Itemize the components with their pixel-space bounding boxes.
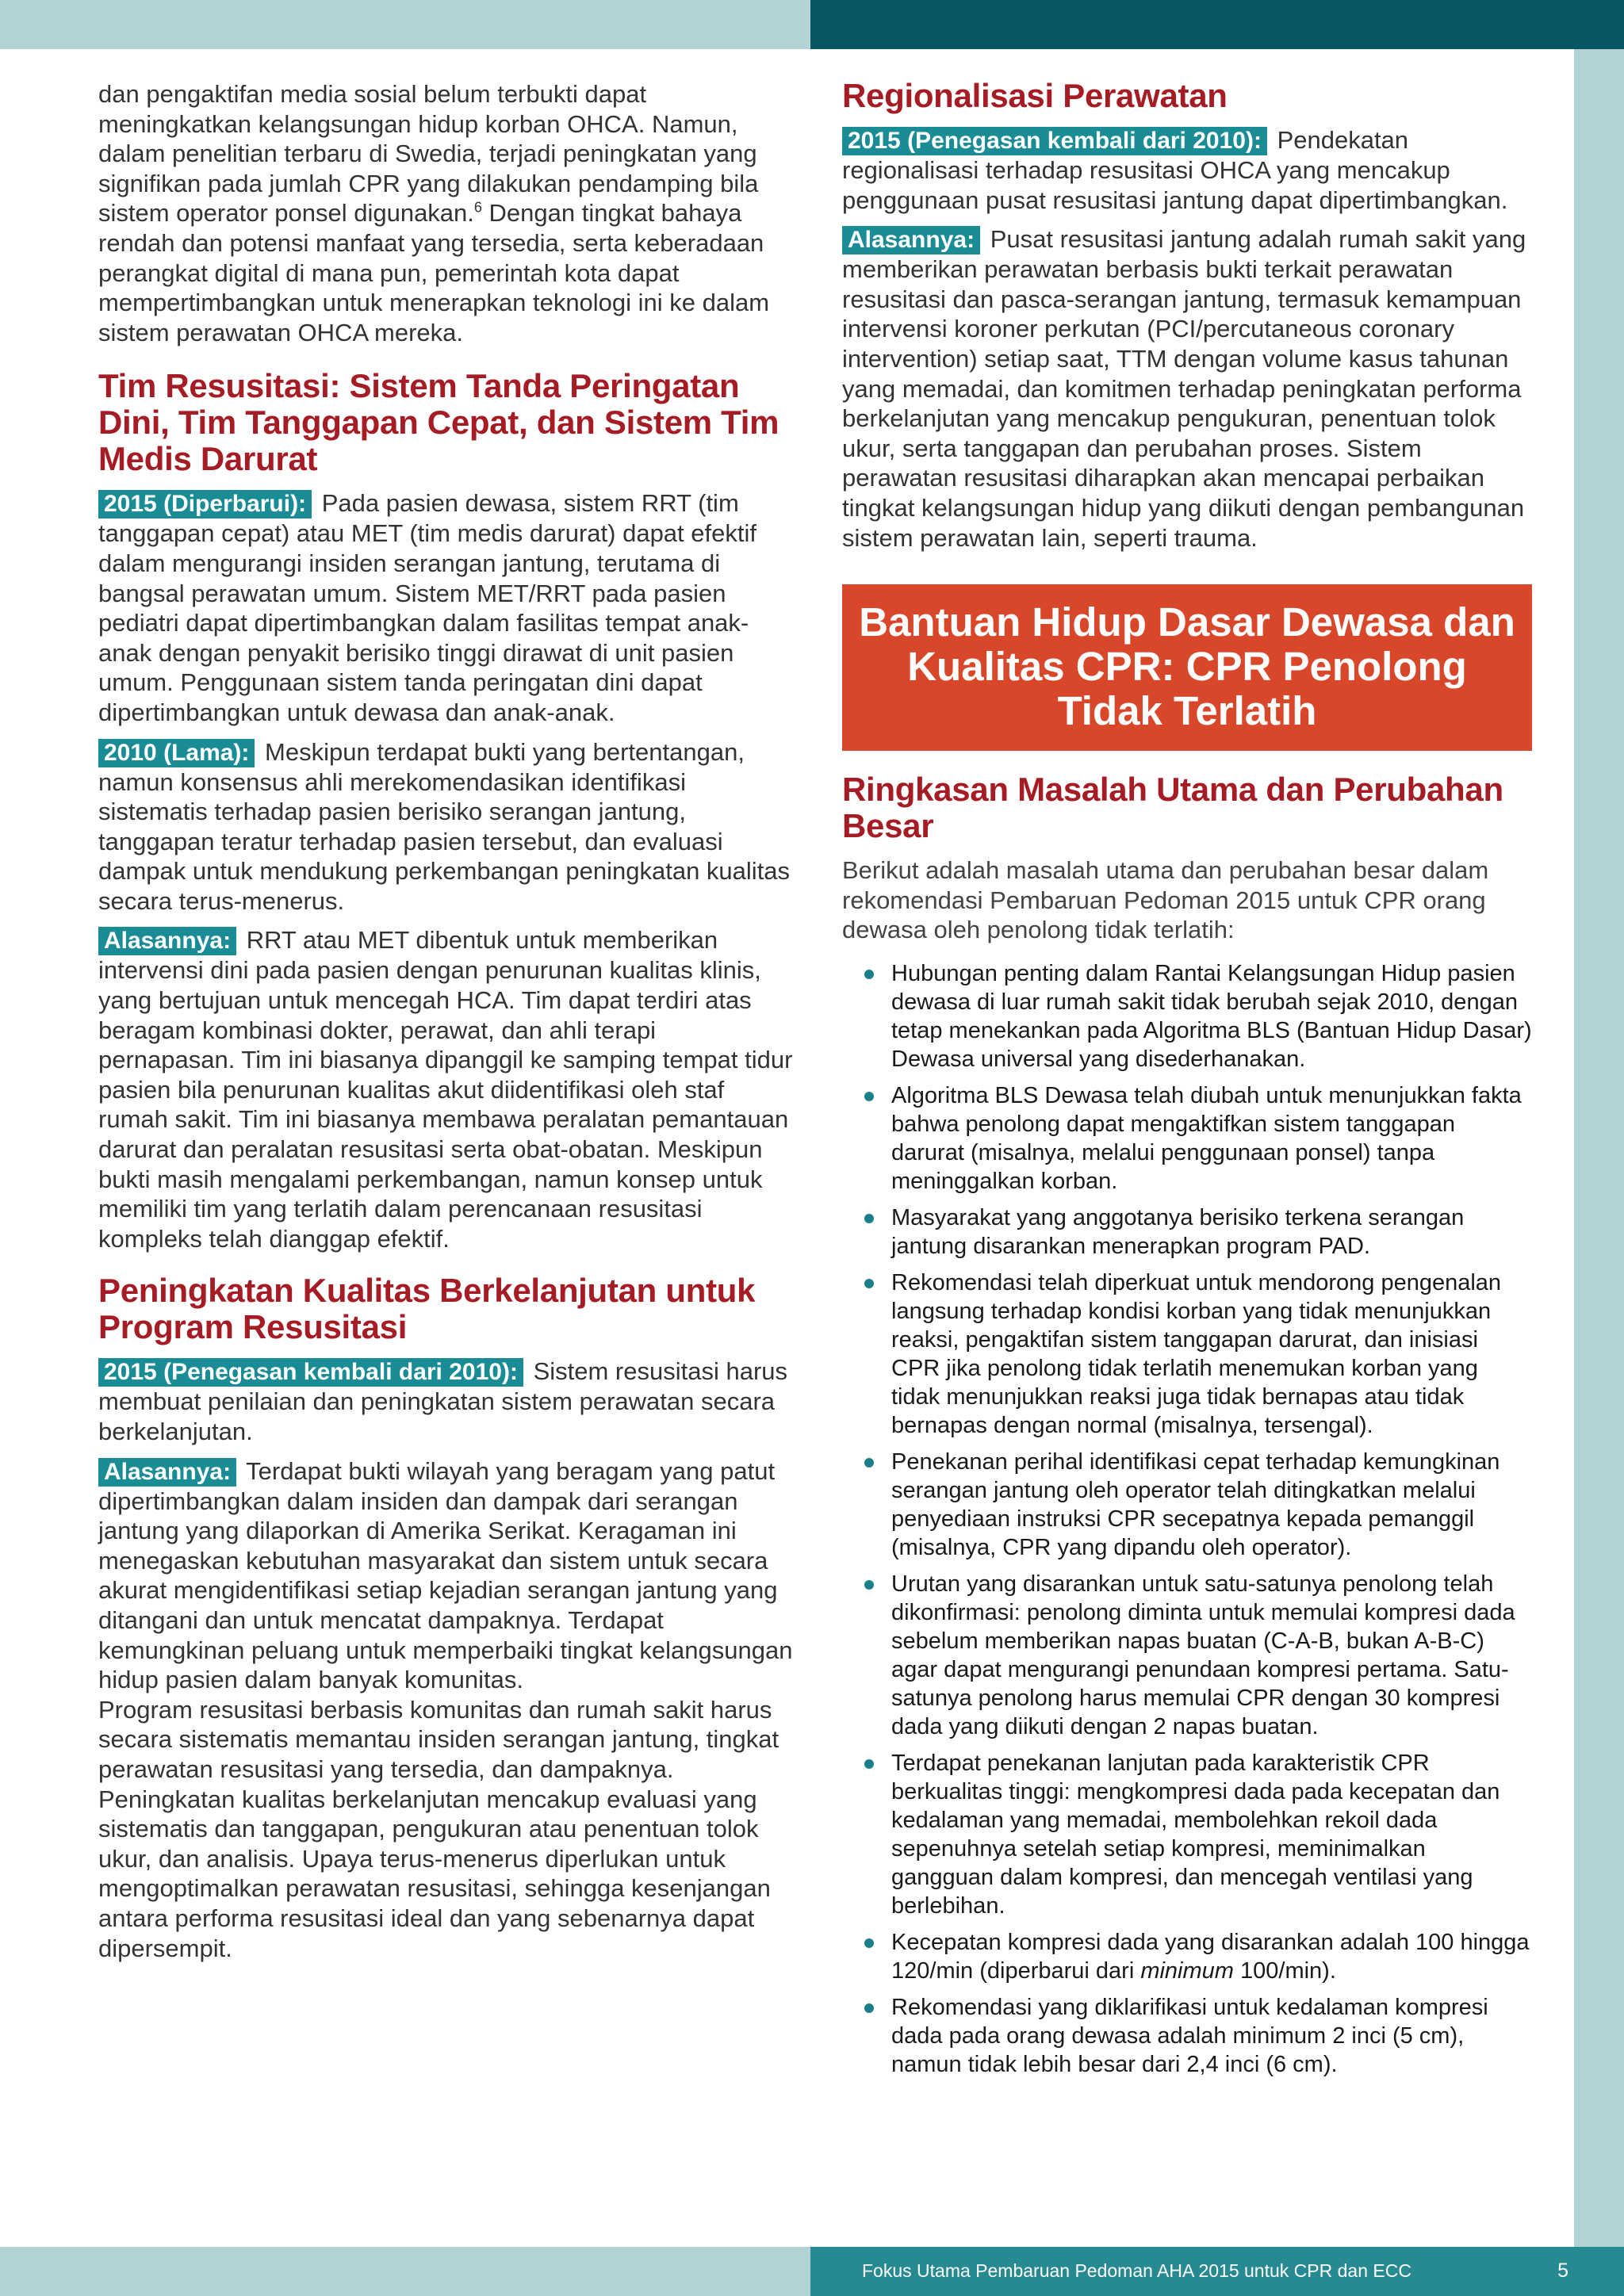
top-band-right bbox=[810, 0, 1624, 49]
bullet-icon bbox=[864, 1938, 874, 1948]
list-item: Kecepatan kompresi dada yang disarankan adalah 100 hingga 120/min (diperbarui dari minimum 100/min). bbox=[891, 1928, 1532, 1985]
list-item: Terdapat penekanan lanjutan pada karakteristik CPR berkualitas tinggi: mengkompresi dada pada kecepatan dan kedalaman yang memadai, membolehkan rekoil dada sepenuhnya setelah setiap kompresi, meminimalkan gangguan dalam kompresi, dan mencegah ventilasi yang berlebihan. bbox=[891, 1749, 1532, 1920]
key-issues-list bbox=[842, 959, 1532, 2079]
footer-title: Fokus Utama Pembaruan Pedoman AHA 2015 untuk CPR dan ECC bbox=[862, 2260, 1411, 2281]
paragraph-rationale: Alasannya: Pusat resusitasi jantung adalah rumah sakit yang memberikan perawatan berbasis bukti terkait perawatan resusitasi dan pasca-serangan jantung, termasuk kemampuan intervensi koroner perkutan (PCI/percutaneous coronary intervention) setiap saat, TTM dengan volume kasus tahunan yang memadai, dan komitmen terhadap peningkatan performa berkelanjutan yang mencakup pengukuran, penentuan tolok ukur, serta tanggapan dan perubahan proses. Sistem perawatan resusitasi diharapkan akan mencapai perbaikan tingkat kelangsungan hidup yang diikuti dengan pembangunan sistem perawatan lain, seperti trauma. bbox=[842, 225, 1526, 552]
bullet-icon bbox=[864, 2003, 874, 2013]
label-rationale: Alasannya: bbox=[98, 1458, 236, 1487]
key-issues-intro: Berikut adalah masalah utama dan perubahan besar dalam rekomendasi Pembaruan Pedoman 2015 untuk CPR orang dewasa oleh penolong tidak terlatih: bbox=[842, 856, 1489, 944]
intro-paragraph: dan pengaktifan media sosial belum terbukti dapat meningkatkan kelangsungan hidup korban OHCA. Namun, dalam penelitian terbaru di Swedia, terjadi peningkatan yang signifikan pada jumlah CPR yang dilakukan pendamping bila sistem operator ponsel digunakan.$^6$ Dengan tingkat bahaya rendah dan potensi manfaat yang tersedia, serta keberadaan perangkat digital di mana pun, pemerintah kota dapat mempertimbangkan untuk menerapkan teknologi ini ke dalam sistem perawatan OHCA mereka. bbox=[98, 80, 770, 346]
bullet-icon bbox=[864, 1759, 874, 1769]
paragraph-2015-reaffirmed: 2015 (Penegasan kembali dari 2010): Pendekatan regionalisasi terhadap resusitasi OHCA yang mencakup penggunaan pusat resusitasi jantung dapat dipertimbangkan. bbox=[842, 126, 1508, 214]
label-2015-updated: 2015 (Diperbarui): bbox=[98, 490, 312, 519]
footer-band-left bbox=[0, 2247, 810, 2296]
paragraph-rationale: Alasannya: Terdapat bukti wilayah yang beragam yang patut dipertimbangkan dalam insiden dan dampak dari serangan jantung yang dilaporkan di Amerika Serikat. Keragaman ini menegaskan kebutuhan masyarakat dan sistem untuk secara akurat mengidentifikasi setiap kejadian serangan jantung yang ditangani dan untuk mencatat dampaknya. Terdapat kemungkinan peluang untuk memperbaiki tingkat kelangsungan hidup pasien dalam banyak komunitas. bbox=[98, 1456, 793, 1694]
list-item: Rekomendasi yang diklarifikasi untuk kedalaman kompresi dada pada orang dewasa adalah minimum 2 inci (5 cm), namun tidak lebih besar dari 2,4 inci (6 cm). bbox=[891, 1993, 1532, 2079]
paragraph-2010-old: 2010 (Lama): Meskipun terdapat bukti yang bertentangan, namun konsensus ahli merekomendasikan identifikasi sistematis terhadap pasien berisiko serangan jantung, tanggapan teratur terhadap pasien tersebut, dan evaluasi dampak untuk mendukung perkembangan peningkatan kualitas secara terus-menerus. bbox=[98, 737, 791, 915]
page-number: 5 bbox=[1557, 2260, 1568, 2282]
section-banner-adult-bls: Bantuan Hidup Dasar Dewasa dan Kualitas CPR: CPR Penolong Tidak Terlatih bbox=[842, 584, 1532, 751]
list-item: Hubungan penting dalam Rantai Kelangsungan Hidup pasien dewasa di luar rumah sakit tidak berubah sejak 2010, dengan tetap menekankan pada Algoritma BLS (Bantuan Hidup Dasar) Dewasa universal yang disederhanakan. bbox=[891, 959, 1532, 1073]
top-band-left bbox=[0, 0, 810, 49]
list-item: Rekomendasi telah diperkuat untuk mendorong pengenalan langsung terhadap kondisi korban yang tidak menunjukkan reaksi, pengaktifan sistem tanggapan darurat, dan inisiasi CPR jika penolong tidak terlatih menemukan korban yang tidak menunjukkan reaksi juga tidak bernapas atau tidak bernapas dengan normal (misalnya, tersengal). bbox=[891, 1269, 1532, 1440]
right-margin-band bbox=[1574, 49, 1624, 2247]
footer-bar bbox=[810, 2247, 1624, 2296]
paragraph-community-programs: Program resusitasi berbasis komunitas dan rumah sakit harus secara sistematis memantau insiden serangan jantung, tingkat perawatan resusitasi yang tersedia, dan dampaknya. Peningkatan kualitas berkelanjutan mencakup evaluasi yang sistematis dan tanggapan, pengukuran atau penentuan tolok ukur, dan analisis. Upaya terus-menerus diperlukan untuk mengoptimalkan perawatan resusitasi, sehingga kesenjangan antara performa resusitasi ideal dan yang sebenarnya dapat dipersempit. bbox=[98, 1695, 779, 1962]
label-2015-reaffirmed: 2015 (Penegasan kembali dari 2010): bbox=[98, 1358, 523, 1387]
paragraph-2015-updated: 2015 (Diperbarui): Pada pasien dewasa, sistem RRT (tim tanggapan cepat) atau MET (tim medis darurat) dapat efektif dalam mengurangi insiden serangan jantung, terutama di bangsal perawatan umum. Sistem MET/RRT pada pasien pediatri dapat dipertimbangkan dalam fasilitas tempat anak-anak dengan penyakit berisiko tinggi dirawat di unit pasien umum. Penggunaan sistem tanda peringatan dini dapat dipertimbangkan untuk dewasa dan anak-anak. bbox=[98, 489, 756, 726]
section-heading-key-issues: Ringkasan Masalah Utama dan Perubahan Besar bbox=[842, 771, 1503, 845]
section-heading-regionalization: Regionalisasi Perawatan bbox=[842, 77, 1228, 114]
left-column bbox=[98, 79, 793, 1973]
list-item: Algoritma BLS Dewasa telah diubah untuk menunjukkan fakta bahwa penolong dapat mengaktifkan sistem tanggapan darurat (misalnya, melalui penggunaan ponsel) tanpa meninggalkan korban. bbox=[891, 1081, 1532, 1196]
bullet-icon bbox=[864, 1214, 874, 1223]
section-heading-resuscitation-team: Tim Resusitasi: Sistem Tanda Peringatan Dini, Tim Tanggapan Cepat, dan Sistem Tim Medis Darurat bbox=[98, 367, 779, 478]
list-item: Urutan yang disarankan untuk satu-satunya penolong telah dikonfirmasi: penolong diminta untuk memulai kompresi dada sebelum memberikan napas buatan (C-A-B, bukan A-B-C) agar dapat mengurangi penundaan kompresi pertama. Satu-satunya penolong harus memulai CPR dengan 30 kompresi dada yang diikuti dengan 2 napas buatan. bbox=[891, 1570, 1532, 1741]
label-2015-reaffirmed: 2015 (Penegasan kembali dari 2010): bbox=[842, 127, 1267, 155]
bullet-icon bbox=[864, 970, 874, 979]
list-item: Masyarakat yang anggotanya berisiko terkena serangan jantung disarankan menerapkan program PAD. bbox=[891, 1203, 1532, 1261]
paragraph-2015-reaffirmed: 2015 (Penegasan kembali dari 2010): Sistem resusitasi harus membuat penilaian dan peningkatan sistem perawatan secara berkelanjutan. bbox=[98, 1357, 788, 1445]
list-item: Penekanan perihal identifikasi cepat terhadap kemungkinan serangan jantung oleh operator telah ditingkatkan melalui penyediaan instruksi CPR secepatnya kepada pemanggil (misalnya, CPR yang dipandu oleh operator). bbox=[891, 1448, 1532, 1562]
bullet-icon bbox=[864, 1279, 874, 1288]
label-rationale: Alasannya: bbox=[842, 226, 980, 254]
bullet-icon bbox=[864, 1092, 874, 1101]
paragraph-rationale: Alasannya: RRT atau MET dibentuk untuk memberikan intervensi dini pada pasien dengan penurunan kualitas klinis, yang bertujuan untuk mencegah HCA. Tim dapat terdiri atas beragam kombinasi dokter, perawat, dan ahli terapi pernapasan. Tim ini biasanya dipanggil ke samping tempat tidur pasien bila penurunan kualitas akut diidentifikasi oleh staf rumah sakit. Tim ini biasanya membawa peralatan pemantauan darurat dan peralatan resusitasi serta obat-obatan. Meskipun bukti masih mengalami perkembangan, namun konsep untuk memiliki tim yang terlatih dalam perencanaan resusitasi kompleks telah dianggap efektif. bbox=[98, 926, 793, 1253]
bullet-icon bbox=[864, 1580, 874, 1590]
section-heading-quality-improvement: Peningkatan Kualitas Berkelanjutan untuk Program Resusitasi bbox=[98, 1272, 756, 1346]
right-column bbox=[842, 78, 1532, 2087]
label-rationale: Alasannya: bbox=[98, 927, 236, 955]
footnote-ref: 6 bbox=[473, 200, 482, 216]
bullet-icon bbox=[864, 1458, 874, 1468]
label-2010-old: 2010 (Lama): bbox=[98, 739, 255, 767]
